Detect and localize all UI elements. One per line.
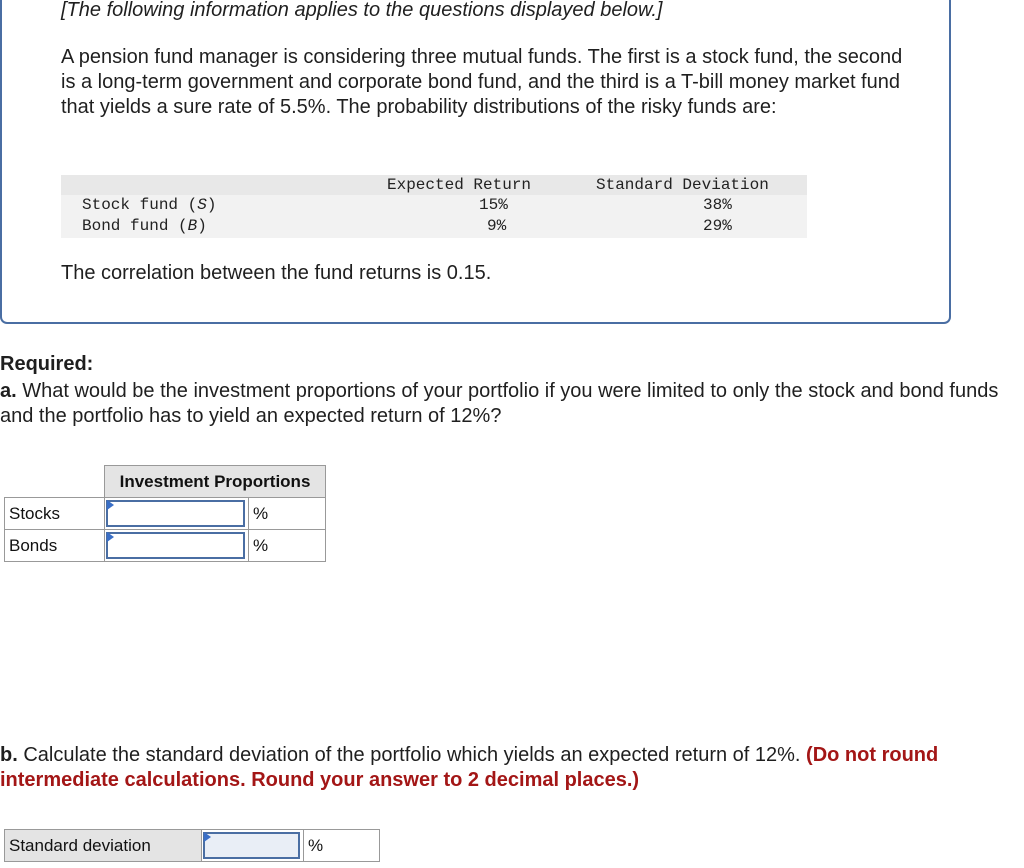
intro-note: [The following information applies to the questions displayed below.]	[61, 0, 663, 21]
fund-table-body	[61, 195, 807, 238]
stocks-label: Stocks	[5, 498, 105, 530]
investment-proportions-table	[4, 465, 326, 562]
fund-table-header	[61, 175, 807, 195]
part-b-question	[0, 743, 1020, 793]
standard-deviation-input[interactable]	[203, 832, 300, 859]
bonds-proportion-input[interactable]	[106, 532, 245, 559]
percent-unit: %	[249, 530, 326, 562]
standard-deviation-label: Standard deviation	[5, 830, 202, 862]
flag-icon	[107, 532, 114, 542]
fund-return: 9%	[487, 217, 507, 235]
part-b-text: Calculate the standard deviation of the portfolio which yields an expected return of 12%.	[17, 744, 807, 766]
bonds-label: Bonds	[5, 530, 105, 562]
col-expected-return: Expected Return	[387, 176, 532, 194]
percent-unit: %	[304, 830, 380, 862]
stocks-proportion-input[interactable]	[106, 500, 245, 527]
part-a-question	[0, 379, 1020, 429]
investment-proportions-header: Investment Proportions	[105, 466, 326, 498]
fund-sd: 29%	[703, 217, 732, 235]
stocks-input-cell	[105, 498, 249, 530]
fund-sd: 38%	[703, 196, 732, 214]
stocks-row	[5, 498, 326, 530]
fund-row-bond	[61, 217, 807, 238]
fund-name: Stock fund (S)	[82, 196, 217, 214]
bonds-input-cell	[105, 530, 249, 562]
percent-unit: %	[249, 498, 326, 530]
col-standard-deviation: Standard Deviation	[596, 176, 769, 194]
part-a-text: What would be the investment proportions of your portfolio if you were limited to only the stock and bond funds and the portfolio has to yield an expected return of 12%?	[0, 380, 999, 427]
sd-input-cell	[202, 830, 304, 862]
required-heading: Required:	[0, 353, 94, 375]
part-a-label: a.	[0, 380, 17, 402]
table-corner	[5, 466, 105, 498]
problem-text: A pension fund manager is considering three mutual funds. The first is a stock fund, the second is a long-term government and corporate bond fund, and the third is a T-bill money market fund that yields a sure rate of 5.5%. The probability distributions of the risky funds are:	[61, 46, 903, 118]
rounding-instruction: (Do not round intermediate calculations. Round your answer to 2 decimal places.)	[0, 744, 939, 791]
correlation-text: The correlation between the fund returns is 0.15.	[61, 262, 492, 284]
flag-icon	[204, 832, 211, 842]
fund-name: Bond fund (B)	[82, 217, 207, 235]
standard-deviation-table	[4, 829, 380, 862]
flag-icon	[107, 500, 114, 510]
bonds-row	[5, 530, 326, 562]
fund-return: 15%	[479, 196, 508, 214]
fund-row-stock	[61, 196, 807, 217]
part-b-label: b.	[0, 744, 18, 766]
fund-data-table	[61, 175, 807, 238]
